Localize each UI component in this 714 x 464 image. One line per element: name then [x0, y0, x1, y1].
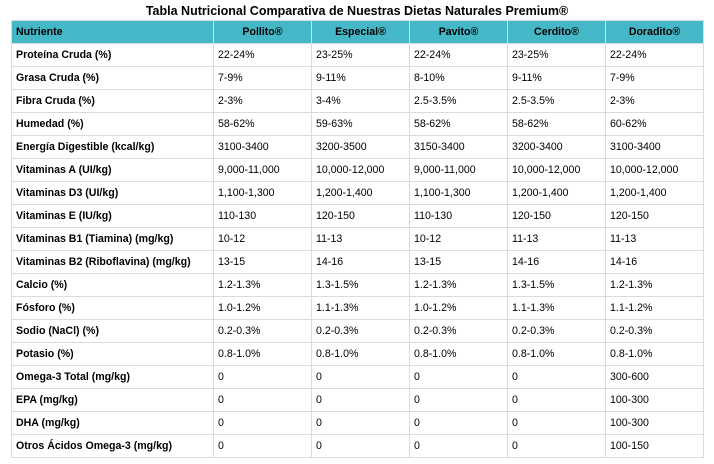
table-cell: 100-300 [606, 412, 704, 435]
table-row [12, 113, 704, 136]
row-label: Fósforo (%) [12, 297, 214, 320]
table-cell: 2-3% [214, 90, 312, 113]
table-cell: 14-16 [606, 251, 704, 274]
table-cell: 14-16 [312, 251, 410, 274]
table-cell: 0.8-1.0% [606, 343, 704, 366]
table-cell: 120-150 [508, 205, 606, 228]
table-row [12, 251, 704, 274]
table-cell: 9,000-11,000 [410, 159, 508, 182]
table-cell: 1.1-1.3% [508, 297, 606, 320]
table-cell: 0 [410, 366, 508, 389]
table-row [12, 274, 704, 297]
table-cell: 1.0-1.2% [214, 297, 312, 320]
row-label: Otros Ácidos Omega-3 (mg/kg) [12, 435, 214, 458]
table-cell: 7-9% [214, 67, 312, 90]
table-cell: 3100-3400 [606, 136, 704, 159]
table-cell: 9-11% [508, 67, 606, 90]
table-cell: 2.5-3.5% [508, 90, 606, 113]
row-label: Vitaminas B1 (Tiamina) (mg/kg) [12, 228, 214, 251]
row-label: Potasio (%) [12, 343, 214, 366]
table-cell: 22-24% [214, 44, 312, 67]
table-row [12, 320, 704, 343]
table-cell: 10,000-12,000 [606, 159, 704, 182]
row-label: Sodio (NaCl) (%) [12, 320, 214, 343]
table-cell: 0.2-0.3% [214, 320, 312, 343]
table-cell: 58-62% [410, 113, 508, 136]
table-cell: 10-12 [410, 228, 508, 251]
row-label: Omega-3 Total (mg/kg) [12, 366, 214, 389]
table-cell: 110-130 [214, 205, 312, 228]
table-cell: 9,000-11,000 [214, 159, 312, 182]
table-cell: 0 [312, 366, 410, 389]
table-cell: 0.2-0.3% [508, 320, 606, 343]
table-cell: 58-62% [214, 113, 312, 136]
table-cell: 23-25% [508, 44, 606, 67]
table-row [12, 228, 704, 251]
table-cell: 120-150 [312, 205, 410, 228]
table-cell: 10-12 [214, 228, 312, 251]
table-cell: 1,100-1,300 [410, 182, 508, 205]
table-cell: 0 [312, 389, 410, 412]
table-cell: 0 [508, 435, 606, 458]
table-cell: 11-13 [606, 228, 704, 251]
table-cell: 0 [214, 435, 312, 458]
table-cell: 0 [312, 412, 410, 435]
header-doradito: Doradito® [606, 21, 704, 44]
row-label: Vitaminas A (UI/kg) [12, 159, 214, 182]
row-label: Energía Digestible (kcal/kg) [12, 136, 214, 159]
header-cerdito: Cerdito® [508, 21, 606, 44]
table-cell: 1.0-1.2% [410, 297, 508, 320]
table-cell: 7-9% [606, 67, 704, 90]
header-especial: Especial® [312, 21, 410, 44]
table-cell: 22-24% [410, 44, 508, 67]
row-label: Grasa Cruda (%) [12, 67, 214, 90]
table-cell: 0 [214, 412, 312, 435]
table-row [12, 205, 704, 228]
table-title: Tabla Nutricional Comparativa de Nuestras Dietas Naturales Premium® [145, 4, 569, 18]
table-row [12, 435, 704, 458]
table-row [12, 44, 704, 67]
table-cell: 0.2-0.3% [410, 320, 508, 343]
table-cell: 3200-3500 [312, 136, 410, 159]
table-cell: 2-3% [606, 90, 704, 113]
row-label: Vitaminas B2 (Riboflavina) (mg/kg) [12, 251, 214, 274]
table-cell: 10,000-12,000 [312, 159, 410, 182]
table-cell: 0 [410, 389, 508, 412]
table-cell: 0 [214, 389, 312, 412]
table-cell: 59-63% [312, 113, 410, 136]
table-cell: 58-62% [508, 113, 606, 136]
row-label: DHA (mg/kg) [12, 412, 214, 435]
header-row [12, 21, 704, 44]
table-cell: 0.8-1.0% [214, 343, 312, 366]
table-cell: 1,200-1,400 [606, 182, 704, 205]
table-cell: 0 [410, 435, 508, 458]
table-cell: 0.2-0.3% [312, 320, 410, 343]
table-cell: 0 [410, 412, 508, 435]
table-cell: 3-4% [312, 90, 410, 113]
row-label: Calcio (%) [12, 274, 214, 297]
table-cell: 11-13 [508, 228, 606, 251]
row-label: Vitaminas E (IU/kg) [12, 205, 214, 228]
table-cell: 0 [508, 389, 606, 412]
table-cell: 120-150 [606, 205, 704, 228]
table-cell: 0 [508, 412, 606, 435]
row-label: Fibra Cruda (%) [12, 90, 214, 113]
table-cell: 100-300 [606, 389, 704, 412]
table-cell: 1.2-1.3% [214, 274, 312, 297]
row-label: Proteína Cruda (%) [12, 44, 214, 67]
nutrition-table [11, 20, 704, 458]
table-row [12, 297, 704, 320]
table-cell: 11-13 [312, 228, 410, 251]
table-cell: 13-15 [214, 251, 312, 274]
table-cell: 10,000-12,000 [508, 159, 606, 182]
table-row [12, 412, 704, 435]
table-body [12, 44, 704, 458]
table-cell: 1.3-1.5% [312, 274, 410, 297]
table-row [12, 182, 704, 205]
header-pollito: Pollito® [214, 21, 312, 44]
table-row [12, 136, 704, 159]
table-cell: 8-10% [410, 67, 508, 90]
table-cell: 0.8-1.0% [312, 343, 410, 366]
header-pavito: Pavito® [410, 21, 508, 44]
table-row [12, 389, 704, 412]
table-cell: 0.8-1.0% [508, 343, 606, 366]
row-label: Humedad (%) [12, 113, 214, 136]
table-row [12, 67, 704, 90]
table-cell: 13-15 [410, 251, 508, 274]
row-label: Vitaminas D3 (UI/kg) [12, 182, 214, 205]
table-row [12, 366, 704, 389]
table-cell: 1,100-1,300 [214, 182, 312, 205]
table-row [12, 90, 704, 113]
table-cell: 1,200-1,400 [312, 182, 410, 205]
table-row [12, 159, 704, 182]
table-cell: 22-24% [606, 44, 704, 67]
table-cell: 0.2-0.3% [606, 320, 704, 343]
table-cell: 100-150 [606, 435, 704, 458]
table-cell: 0 [214, 366, 312, 389]
table-cell: 3100-3400 [214, 136, 312, 159]
header-nutriente: Nutriente [12, 21, 214, 44]
row-label: EPA (mg/kg) [12, 389, 214, 412]
table-cell: 1.1-1.3% [312, 297, 410, 320]
table-cell: 1.3-1.5% [508, 274, 606, 297]
table-cell: 60-62% [606, 113, 704, 136]
table-cell: 1.2-1.3% [410, 274, 508, 297]
table-cell: 3150-3400 [410, 136, 508, 159]
table-cell: 14-16 [508, 251, 606, 274]
table-cell: 1.2-1.3% [606, 274, 704, 297]
table-cell: 2.5-3.5% [410, 90, 508, 113]
table-cell: 3200-3400 [508, 136, 606, 159]
table-cell: 1,200-1,400 [508, 182, 606, 205]
table-cell: 1.1-1.2% [606, 297, 704, 320]
table-cell: 0 [508, 366, 606, 389]
table-cell: 9-11% [312, 67, 410, 90]
table-cell: 0 [312, 435, 410, 458]
table-cell: 23-25% [312, 44, 410, 67]
table-cell: 300-600 [606, 366, 704, 389]
table-cell: 0.8-1.0% [410, 343, 508, 366]
table-row [12, 343, 704, 366]
table-cell: 110-130 [410, 205, 508, 228]
